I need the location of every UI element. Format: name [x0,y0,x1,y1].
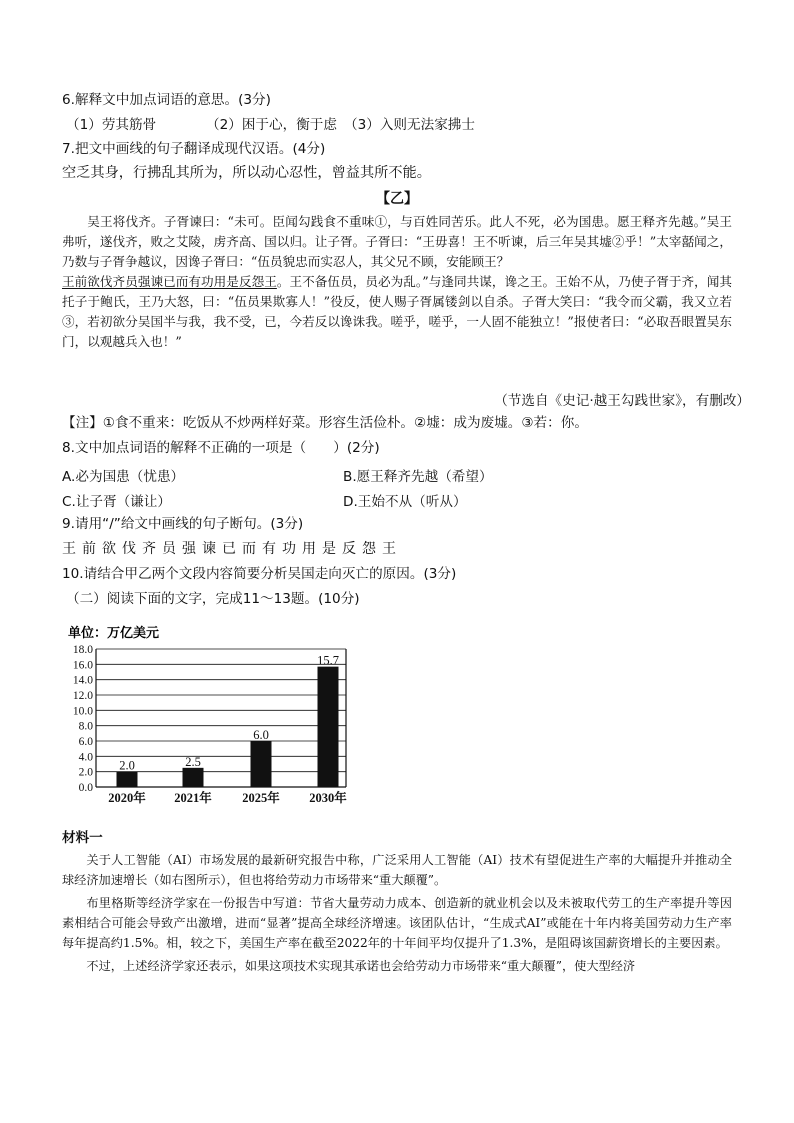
y-tick-label: 18.0 [72,644,93,656]
material-1-title: 材料一 [62,830,103,846]
y-tick-label: 2.0 [78,766,93,779]
passage-yi-part2: 。王不备伍员，员必为乱。”与逢同共谋，谗之王。王始不从，乃使子胥于齐，闻其托子于鲍氏，王乃大怒，曰：“伍员果欺寡人！”役反，使人赐子胥属镂剑以自杀。子胥大笑曰：“我令而父霸，我又立若③，若初欲分吴国半与我，我不受，已，今若反以谗诛我。嗟乎，嗟乎，一人固不能独立！”报使者曰：“必取吾眼置吴东门，以观越兵入也！” [62,274,733,349]
annotation-note: 【注】①食不重来：吃饭从不炒两样好菜。形容生活俭朴。②墟：成为废墟。③若：你。 [62,415,588,431]
material-1-body [62,850,732,979]
q8-option-b: B.愿王释齐先越（希望） [343,469,493,485]
question-10: 10.请结合甲乙两个文段内容简要分析吴国走向灭亡的原因。(3分) [62,566,457,582]
bar [318,667,339,787]
y-tick-label: 6.0 [78,736,93,748]
passage-yi-part1: 吴王将伐齐。子胥谏曰：“未可。臣闻勾践食不重味①，与百姓同苦乐。此人不死，必为国患。愿王释齐先越。”吴王弗听，遂伐齐，败之艾陵，虏齐高、国以归。让子胥。子胥曰：“王毋喜！王不听谏，后三年吴其墟②乎！”太宰嚭闻之，乃数与子胥争越议，因谗子胥曰：“伍员貌忠而实忍人，其父兄不顾，安能顾王？ [62,214,732,269]
y-tick-label: 8.0 [78,720,93,733]
q9-sentence: 王前欲伐齐员强谏已而有功用是反怨王 [62,541,402,557]
question-9: 9.请用“/”给文中画线的句子断句。(3分) [62,516,304,532]
bar-value-label: 2.0 [119,758,135,773]
material-1-para-2: 布里格斯等经济学家在一份报告中写道：节省大量劳动力成本、创造新的就业机会以及未被取代劳工的生产率提升等因素相结合可能会导致产出激增，进而“显著”提高全球经济增速。该团队估计，“生成式AI”或能在十年内将美国劳动力生产率每年提高约1.5%。相，较之下，美国生产率在截至2022年的十年间平均仅提升了1.3%，是阻碍该国薪资增长的主要因素。 [62,896,732,950]
q6-item-1: （1）劳其筋骨 [66,117,157,133]
x-tick-label: 2030年 [309,791,347,805]
q8-option-d: D.王始不从（听从） [343,494,467,510]
q6-item-3: （3）入则无法家拂士 [344,117,475,133]
q6-item-2: （2）困于心，衡于虑 [206,117,337,133]
bar [251,741,272,787]
bar-value-label: 15.7 [317,653,339,668]
part-2-heading: （二）阅读下面的文字，完成11～13题。(10分) [66,591,360,607]
passage-yi [62,212,732,352]
q8-option-c: C.让子胥（谦让） [62,494,171,510]
chart-unit-label: 单位：万亿美元 [68,625,160,640]
bar [183,768,204,787]
question-6: 6.解释文中加点词语的意思。(3分) [62,92,271,108]
y-tick-label: 4.0 [78,751,93,764]
y-tick-label: 10.0 [72,705,93,718]
bar [117,772,138,787]
bar-value-label: 6.0 [253,728,269,742]
bar-value-label: 2.5 [185,754,201,769]
y-tick-label: 0.0 [78,782,93,794]
x-tick-label: 2020年 [108,791,146,805]
y-tick-label: 12.0 [72,690,93,702]
q7-sentence: 空乏其身，行拂乱其所为，所以动心忍性，曾益其所不能。 [62,165,431,181]
x-tick-label: 2025年 [242,791,280,805]
material-1-para-3: 不过，上述经济学家还表示，如果这项技术实现其承诺也会给劳动力市场带来“重大颠覆”，使大型经济 [86,959,636,973]
question-7: 7.把文中画线的句子翻译成现代汉语。(4分) [62,141,326,157]
y-tick-label: 16.0 [72,659,93,672]
x-tick-label: 2021年 [174,791,212,805]
y-tick-label: 14.0 [72,674,93,687]
bar-chart [60,620,360,810]
source-note: （节选自《史记·越王勾践世家》，有删改） [494,393,750,409]
question-8: 8.文中加点词语的解释不正确的一项是（ ）(2分) [62,440,380,456]
q8-option-a: A.必为国患（忧患） [62,469,185,485]
underlined-sentence: 王前欲伐齐员强谏已而有功用是反怨王 [62,274,277,289]
material-1-para-1: 关于人工智能（AI）市场发展的最新研究报告中称，广泛采用人工智能（AI）技术有望促进生产率的大幅提升并推动全球经济加速增长（如右图所示），但也将给劳动力市场带来“重大颠覆”。 [62,853,732,887]
section-yi-heading: 【乙】 [376,191,418,207]
